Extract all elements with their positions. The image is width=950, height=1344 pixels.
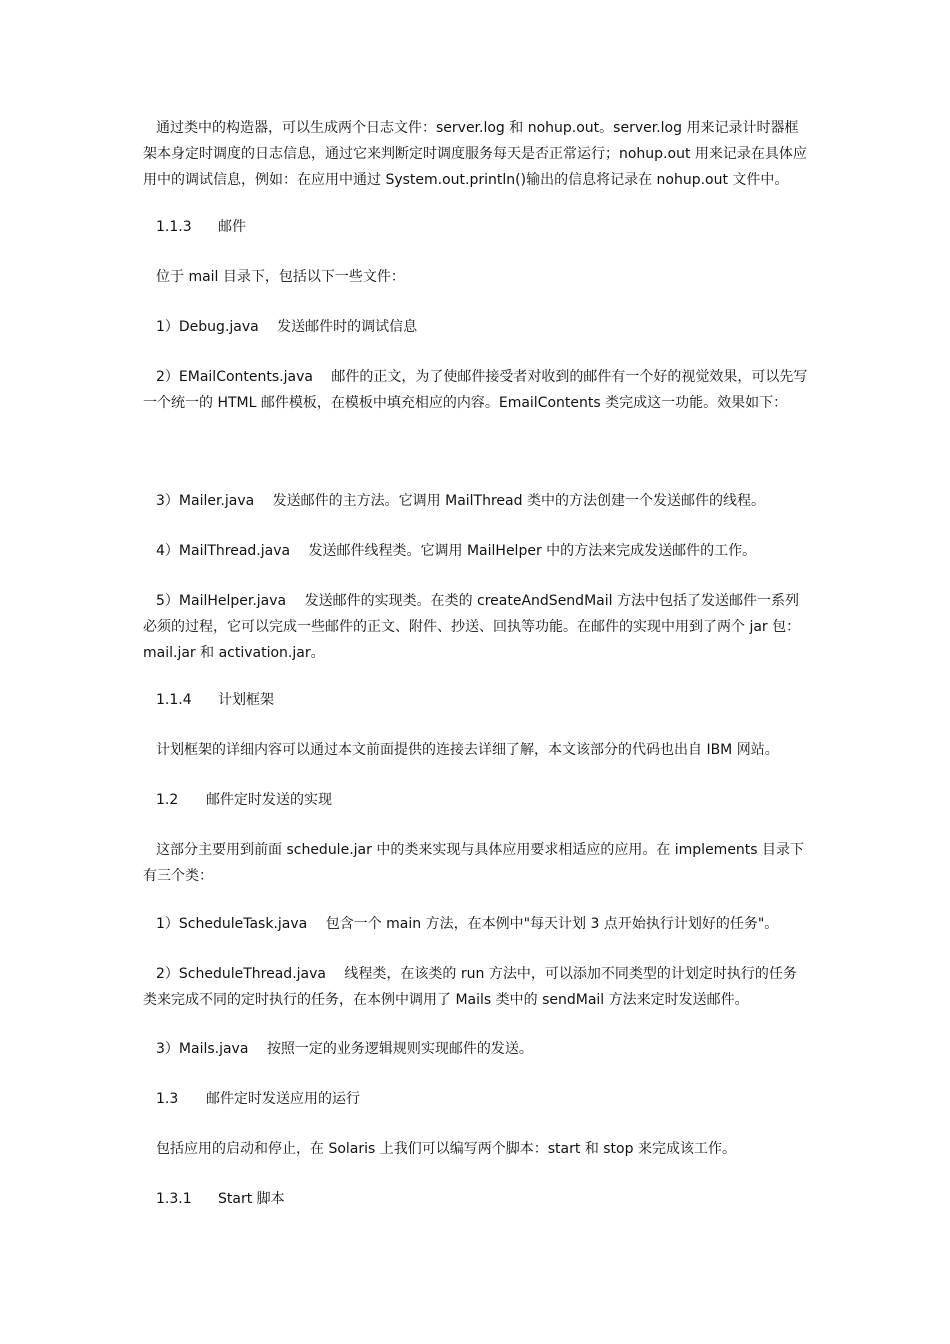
heading-1-1-3 (156, 214, 796, 240)
paragraph-schedulethread-java: 2）ScheduleThread.java 线程类，在该类的 run 方法中，可以添加不同类型的计划定时执行的任务类来完成不同的定时执行的任务，在本例中调用了 Mails 类中的 sendMail 方法来定时发送邮件。 (143, 966, 797, 1008)
heading-number: 1.1.4 (156, 692, 192, 708)
heading-title: Start 脚本 (218, 1191, 285, 1207)
heading-number: 1.3 (156, 1091, 179, 1107)
paragraph-log-files: 通过类中的构造器，可以生成两个日志文件：server.log 和 nohup.out。server.log 用来记录计时器框架本身定时调度的日志信息，通过它来判断定时调度服务每天是否正常运行；nohup.out 用来记录在具体应用中的调试信息，例如：在应用中通过 System.out.println()输出的信息将记录在 nohup.out 文件中。 (143, 120, 807, 188)
paragraph-implements-intro: 这部分主要用到前面 schedule.jar 中的类来实现与具体应用要求相适应的应用。在 implements 目录下有三个类： (143, 842, 805, 884)
paragraph-debug-java: 1）Debug.java 发送邮件时的调试信息 (156, 319, 418, 335)
paragraph-mailer-java: 3）Mailer.java 发送邮件的主方法。它调用 MailThread 类中的方法创建一个发送邮件的线程。 (156, 493, 765, 509)
heading-1-3-1 (156, 1186, 796, 1212)
heading-1-3 (156, 1086, 796, 1112)
heading-1-2 (156, 787, 796, 813)
heading-number: 1.2 (156, 792, 179, 808)
heading-1-1-4 (156, 687, 796, 713)
paragraph-scheduletask-java: 1）ScheduleTask.java 包含一个 main 方法，在本例中"每天计划 3 点开始执行计划好的任务"。 (156, 916, 779, 932)
paragraph-run-intro: 包括应用的启动和停止，在 Solaris 上我们可以编写两个脚本：start 和 stop 来完成该工作。 (156, 1141, 736, 1157)
paragraph-emailcontents-java: 2）EMailContents.java 邮件的正文，为了使邮件接受者对收到的邮件有一个好的视觉效果，可以先写一个统一的 HTML 邮件模板，在模板中填充相应的内容。EmailContents 类完成这一功能。效果如下： (143, 369, 808, 411)
heading-number: 1.1.3 (156, 219, 192, 235)
heading-title: 邮件 (218, 219, 246, 235)
heading-number: 1.3.1 (156, 1191, 192, 1207)
heading-title: 邮件定时发送的实现 (206, 792, 332, 808)
paragraph-mail-directory: 位于 mail 目录下，包括以下一些文件： (156, 269, 405, 285)
paragraph-mailthread-java: 4）MailThread.java 发送邮件线程类。它调用 MailHelper 中的方法来完成发送邮件的工作。 (156, 543, 757, 559)
heading-title: 邮件定时发送应用的运行 (206, 1091, 360, 1107)
paragraph-mails-java: 3）Mails.java 按照一定的业务逻辑规则实现邮件的发送。 (156, 1041, 533, 1057)
paragraph-mailhelper-java: 5）MailHelper.java 发送邮件的实现类。在类的 createAndSendMail 方法中包括了发送邮件一系列必须的过程，它可以完成一些邮件的正文、附件、抄送、回执等功能。在邮件的实现中用到了两个 jar 包：mail.jar 和 activation.jar。 (143, 593, 801, 661)
heading-title: 计划框架 (218, 692, 274, 708)
paragraph-schedule-framework: 计划框架的详细内容可以通过本文前面提供的连接去详细了解，本文该部分的代码也出自 IBM 网站。 (156, 742, 779, 758)
